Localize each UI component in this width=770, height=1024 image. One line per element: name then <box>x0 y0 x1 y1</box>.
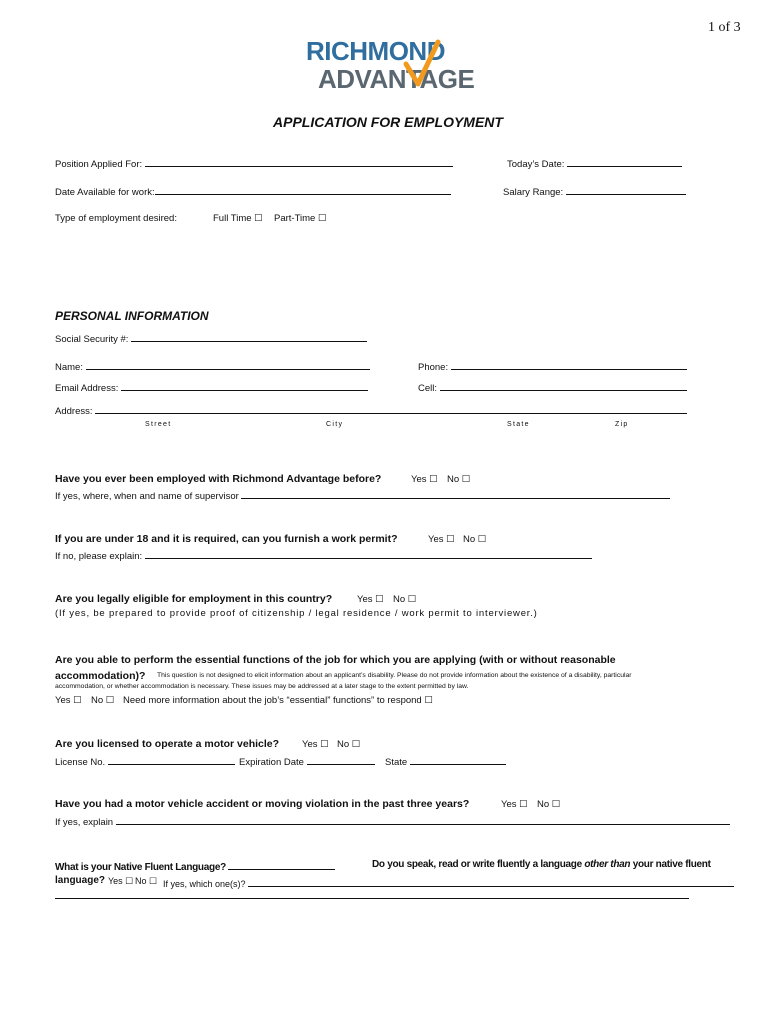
native-language-field[interactable] <box>55 859 335 873</box>
license-state-field[interactable] <box>385 754 506 768</box>
other-language-question <box>372 859 711 870</box>
license-no-line[interactable] <box>108 754 235 765</box>
name-line[interactable] <box>86 359 370 370</box>
native-language-line[interactable] <box>228 859 335 870</box>
q1-question: Have you ever been employed with Richmond Advantage before? <box>55 473 382 485</box>
license-no-field[interactable] <box>55 754 235 768</box>
date-available-label: Date Available for work: <box>55 187 155 198</box>
q6-followup-label: If yes, explain <box>55 817 114 828</box>
q3-no-checkbox[interactable]: No ☐ <box>393 594 417 605</box>
other-language-text-2: your native fluent <box>630 859 711 870</box>
salary-range-line[interactable] <box>566 184 686 195</box>
other-language-text-1: Do you speak, read or write fluently a language <box>372 859 585 870</box>
email-label: Email Address: <box>55 383 119 394</box>
q6-no-checkbox[interactable]: No ☐ <box>537 799 561 810</box>
personal-info-heading: PERSONAL INFORMATION <box>55 309 209 323</box>
q2-followup-line[interactable] <box>145 548 592 559</box>
other-language-emphasis: other than <box>584 859 631 870</box>
q4-question-line2: accommodation)? <box>55 670 146 682</box>
q6-followup-line[interactable] <box>116 814 730 825</box>
address-city-caption: City <box>326 421 344 428</box>
position-applied-label: Position Applied For: <box>55 159 143 170</box>
license-no-label: License No. <box>55 757 106 768</box>
q2-followup-label: If no, please explain: <box>55 551 143 562</box>
q3-question: Are you legally eligible for employment in this country? <box>55 593 333 605</box>
logo-line-1: RICHMOND <box>306 36 445 66</box>
q5-yes-checkbox[interactable]: Yes ☐ <box>302 739 329 750</box>
logo-line-2: ADVANTAGE <box>318 64 475 94</box>
native-language-label: What is your Native Fluent Language? <box>55 862 226 873</box>
q5-question: Are you licensed to operate a motor vehicle? <box>55 738 280 750</box>
q4-disclaimer-line1: This question is not designed to elicit information about an applicant’s disability. Please do not provide information about the existence of a disability, particular <box>157 672 632 679</box>
page-number: 1 of 3 <box>708 20 741 35</box>
expiration-date-label: Expiration Date <box>239 757 304 768</box>
employment-type-label: Type of employment desired: <box>55 213 177 224</box>
address-label: Address: <box>55 406 93 417</box>
q6-yes-checkbox[interactable]: Yes ☐ <box>501 799 528 810</box>
q3-note: (If yes, be prepared to provide proof of citizenship / legal residence / work permit to interviewer.) <box>55 608 538 619</box>
q1-followup-field[interactable] <box>55 488 670 502</box>
todays-date-field[interactable] <box>507 156 682 170</box>
date-available-line[interactable] <box>155 184 451 195</box>
q1-followup-line[interactable] <box>241 488 670 499</box>
q4-disclaimer-line2: accommodation, or whether accommodation is necessary. These issues may be addressed at a later stage to the extent permitted by law. <box>55 683 469 690</box>
cell-line[interactable] <box>440 380 687 391</box>
name-label: Name: <box>55 362 83 373</box>
q2-yes-checkbox[interactable]: Yes ☐ <box>428 534 455 545</box>
richmond-advantage-logo <box>306 36 496 96</box>
phone-field[interactable] <box>418 359 687 373</box>
phone-line[interactable] <box>451 359 687 370</box>
q4-need-more-info-checkbox[interactable]: Need more information about the job’s “essential” functions” to respond ☐ <box>123 695 433 706</box>
page-title: APPLICATION FOR EMPLOYMENT <box>273 114 503 130</box>
date-available-field[interactable] <box>55 184 451 198</box>
address-state-caption: State <box>507 421 530 428</box>
full-time-checkbox[interactable]: Full Time ☐ <box>213 213 263 224</box>
q4-question-line1: Are you able to perform the essential functions of the job for which you are applying (with or without reasonable <box>55 654 616 666</box>
license-state-line[interactable] <box>410 754 506 765</box>
which-language-line[interactable] <box>248 876 734 887</box>
ssn-label: Social Security #: <box>55 334 129 345</box>
which-language-field[interactable] <box>163 876 734 889</box>
license-state-label: State <box>385 757 408 768</box>
position-applied-field[interactable] <box>55 156 453 170</box>
salary-range-field[interactable] <box>503 184 686 198</box>
address-zip-caption: Zip <box>615 421 629 428</box>
language-line2-label: language? <box>55 875 106 886</box>
q5-no-checkbox[interactable]: No ☐ <box>337 739 361 750</box>
q1-followup-label: If yes, where, when and name of supervisor <box>55 491 239 502</box>
email-field[interactable] <box>55 380 368 394</box>
phone-label: Phone: <box>418 362 449 373</box>
todays-date-line[interactable] <box>567 156 682 167</box>
other-language-yes-checkbox[interactable]: Yes ☐ <box>108 876 134 886</box>
extra-language-line[interactable] <box>55 898 689 899</box>
q3-yes-checkbox[interactable]: Yes ☐ <box>357 594 384 605</box>
q2-no-checkbox[interactable]: No ☐ <box>463 534 487 545</box>
part-time-checkbox[interactable]: Part-Time ☐ <box>274 213 327 224</box>
q2-followup-field[interactable] <box>55 548 592 562</box>
q6-followup-field[interactable] <box>55 814 730 828</box>
ssn-line[interactable] <box>131 331 367 342</box>
which-language-label: If yes, which one(s)? <box>163 879 246 889</box>
q4-yes-checkbox[interactable]: Yes ☐ <box>55 695 82 706</box>
checkmark-icon <box>402 38 442 90</box>
other-language-no-checkbox[interactable]: No ☐ <box>135 876 158 886</box>
address-field[interactable] <box>55 403 687 417</box>
expiration-date-line[interactable] <box>307 754 375 765</box>
address-line[interactable] <box>95 403 687 414</box>
q1-yes-checkbox[interactable]: Yes ☐ <box>411 474 438 485</box>
position-applied-line[interactable] <box>145 156 453 167</box>
q1-no-checkbox[interactable]: No ☐ <box>447 474 471 485</box>
name-field[interactable] <box>55 359 370 373</box>
q4-no-checkbox[interactable]: No ☐ <box>91 695 115 706</box>
cell-field[interactable] <box>418 380 687 394</box>
salary-range-label: Salary Range: <box>503 187 564 198</box>
cell-label: Cell: <box>418 383 438 394</box>
todays-date-label: Today’s Date: <box>507 159 565 170</box>
expiration-date-field[interactable] <box>239 754 375 768</box>
q2-question: If you are under 18 and it is required, can you furnish a work permit? <box>55 533 398 545</box>
ssn-field[interactable] <box>55 331 367 345</box>
q6-question: Have you had a motor vehicle accident or moving violation in the past three years? <box>55 798 470 810</box>
email-line[interactable] <box>121 380 368 391</box>
address-street-caption: Street <box>145 421 172 428</box>
